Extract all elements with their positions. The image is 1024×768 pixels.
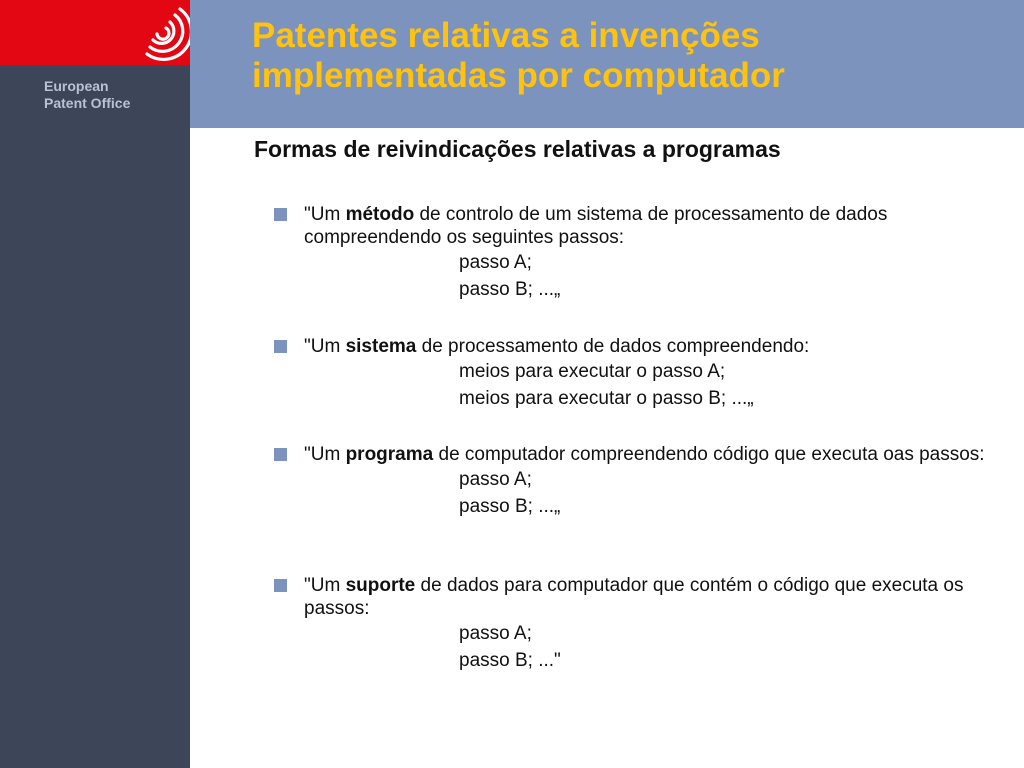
- bullet-square-icon: [274, 448, 287, 461]
- title-line-2: implementadas por computador: [252, 56, 785, 95]
- bullet-square-icon: [274, 340, 287, 353]
- claim-keyword: método: [345, 204, 415, 225]
- epo-logo-icon: [0, 0, 190, 65]
- claim-step: passo B; ...": [459, 650, 561, 671]
- bullet-square-icon: [274, 579, 287, 592]
- claim-step: meios para executar o passo B; ...„: [459, 388, 754, 409]
- org-line-1: European: [44, 78, 109, 94]
- claim-step: passo B; ...„: [459, 279, 561, 300]
- title-line-1: Patentes relativas a invenções: [252, 16, 760, 55]
- sidebar: [0, 65, 190, 768]
- claim-text: "Um método de controlo de um sistema de processamento de dados compreendendo os seguintes passos:: [304, 204, 888, 248]
- organization-name: [44, 78, 130, 112]
- claim-item: [274, 203, 994, 303]
- claim-keyword: sistema: [345, 336, 417, 357]
- claim-step: passo A;: [459, 252, 532, 273]
- claim-item: [274, 335, 994, 412]
- claim-keyword: programa: [345, 444, 434, 465]
- org-line-2: Patent Office: [44, 95, 131, 111]
- claim-text: "Um sistema de processamento de dados compreendendo:: [304, 336, 810, 357]
- claim-keyword: suporte: [345, 575, 416, 596]
- claim-item: [274, 574, 994, 674]
- epo-logo: [0, 0, 190, 65]
- claim-text: "Um programa de computador compreendendo código que executa oas passos:: [304, 444, 985, 465]
- slide-title: [252, 16, 1012, 96]
- claim-step: passo B; ...„: [459, 496, 561, 517]
- claim-step: passo A;: [459, 623, 532, 644]
- claim-text: "Um suporte de dados para computador que contém o código que executa os passos:: [304, 575, 964, 619]
- claim-step: passo A;: [459, 469, 532, 490]
- bullet-square-icon: [274, 208, 287, 221]
- claim-item: [274, 443, 994, 520]
- claim-step: meios para executar o passo A;: [459, 361, 726, 382]
- slide-subtitle: Formas de reivindicações relativas a programas: [254, 136, 781, 162]
